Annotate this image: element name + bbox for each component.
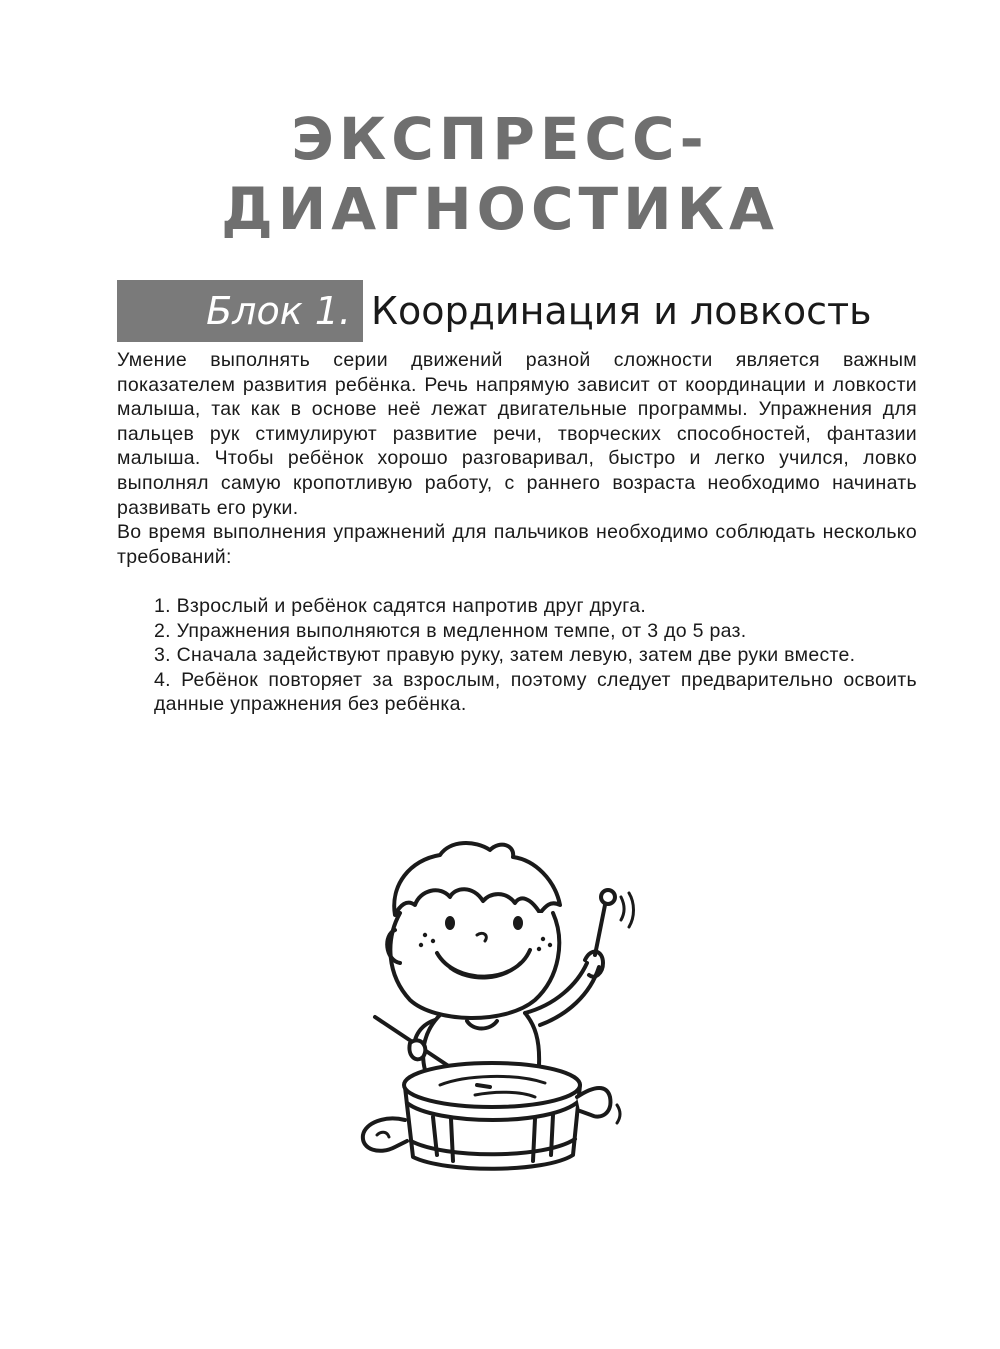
page-title-line2: ДИАГНОСТИКА [221, 175, 779, 243]
intro-paragraph-2: Во время выполнения упражнений для пальчиков необходимо соблюдать несколько требований: [117, 521, 917, 568]
block-heading: Координация и ловкость [371, 289, 872, 333]
block-header [117, 280, 872, 344]
drummer-boy-icon [355, 835, 650, 1175]
requirement-item: 1. Взрослый и ребёнок садятся напротив друг друга. [154, 595, 647, 617]
requirements-list [154, 594, 917, 717]
intro-text [117, 348, 917, 569]
requirement-item: 3. Сначала задействуют правую руку, затем левую, затем две руки вместе. [154, 644, 856, 667]
requirement-item: 4. Ребёнок повторяет за взрослым, поэтому следует предварительно освоить данные упражнения без ребёнка. [154, 668, 917, 716]
page-title [0, 104, 1000, 244]
intro-paragraph-1: Умение выполнять серии движений разной сложности является важным показателем развития ребёнка. Речь напрямую зависит от координации и ловкости малыша, так как в основе неё лежат двигательные программы. Упражнения для пальцев рук стимулируют развитие речи, творческих способностей, фантазии малыша. Чтобы ребёнок хорошо разговаривал, быстро и легко учился, ловко выполнял самую кропотливую работу, с раннего возраста необходимо начинать развивать его руки. [117, 349, 917, 519]
requirement-item: 2. Упражнения выполняются в медленном темпе, от 3 до 5 раз. [154, 619, 747, 642]
page-title-line1: ЭКСПРЕСС- [291, 105, 709, 173]
block-badge: Блок 1. [117, 280, 363, 342]
